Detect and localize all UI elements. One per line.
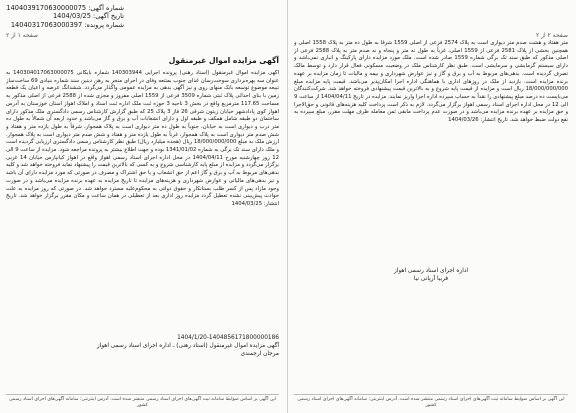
- page-footer: [6, 394, 279, 409]
- page-number: صفحه ۲ از ۲: [536, 32, 568, 39]
- reference-line: 1404/1/20-1404856171800000186: [177, 335, 279, 341]
- notice-signature-block: [294, 267, 568, 283]
- footer-divider: [6, 394, 279, 395]
- footer-divider: [294, 394, 568, 395]
- page-footer: [294, 394, 568, 409]
- issuing-office: اداره اجرای اسناد رسمی اهواز: [393, 268, 469, 274]
- notice-date: تاریخ آگهی: 1404/03/25: [52, 12, 124, 21]
- notice-page-2: [288, 0, 576, 413]
- notice-body: متر هفتاد و هشت صدم متر دیواری است به پلاک 2574 فرعی از اصلی 1559 شرقاً به طول ده متر به پلاک 1558 اصلی و همچنین بخشی از پلاک 2581 فرعی از 1559 اصلی، غرباً به طول نه متر و پنجاه و نه صدم متر به پلاک 2588 فرعی از اصلی مذکور که طبق سند تک برگی شماره 1559 صادر شده است. ملک مورد مزایده دارای پارکینگ و انباری نمی‌باشد و دارای سیستم گرمایشی و سرمایشی است. طبق نظر کارشناس ملک در وضعیت مسکونی فعال قرار دارد و توسط مالک تصرف گردیده است. بدهی‌های مربوط به آب و برق و گاز و نیز عوارض شهرداری و بیمه و مالیات تا زمان مزایده بر عهده برنده مزایده است. بازدید از ملک در روزهای اداری با هماهنگی اداره اجرا امکان‌پذیر می‌باشد. قیمت پایه مزایده مبلغ 18/000/000/000 ریال است و مزایده از قیمت پایه شروع و به بالاترین قیمت پیشنهادی فروخته خواهد شد. شرکت‌کنندگان می‌بایست ده درصد مبلغ پیشنهادی را نقداً به حساب سپرده اداره اجرا واریز نمایند. مزایده در تاریخ 1404/04/11 از ساعت 9 الی 12 در محل اداره اجرای اسناد رسمی اهواز برگزار می‌گردد. لازم به ذکر است پرداخت کلیه هزینه‌های قانونی و حق‌الاجرا و حق مزایده بر عهده برنده مزایده می‌باشد و در صورت عدم پرداخت مابقی ثمن معامله ظرف مهلت مقرر، مبلغ سپرده به نفع دولت ضبط خواهد شد. تاریخ انتشار: 1404/03/26: [294, 40, 568, 124]
- notice-title: آگهی مزایده اموال غیرمنقول: [168, 56, 279, 65]
- file-number: شماره پرونده: 14040317063000397: [10, 20, 124, 29]
- notice-signature-block: [6, 334, 279, 358]
- footer-text: این آگهی بر اساس ضوابط سامانه ثبت آگهی‌های اجرای اسناد رسمی منتشر شده است. آدرس اینترنتی: سامانه آگهی‌های اجرای اسناد رسمی کشور: [297, 397, 565, 408]
- signatory-name: فربیا آریانی نیا: [413, 276, 449, 282]
- notice-metadata: [6, 4, 124, 29]
- notice-code: شماره آگهی: 1404039170630000075: [6, 4, 124, 12]
- notice-body: آگهی مزایده اموال غیرمنقول (اسناد رهنی) پرونده اجرایی 140303944 شماره بایگانی 140304017063000075 به عنوان سه بهره‌برداری سوخت‌رسان غذای جنوب بمتنعه وفای در اجرای منجر به رهن دینین سند شماره بنیادی 69 ساخت‌ساز تبیعه موضوع توسعه بانک منهای روی و نیز آگهی بدهی به مزایده عمومی واگذار می‌گردد. ششدانگ عرصه و اعیان یک قطعه زمین با بنای احداثی پلاک ثبتی شماره 3509 فرعی از 1559 اصلی مفروز و مجزی شده از 2588 فرعی از اصلی مذکور به مساحت 117.65 مترمربع واقع در بخش 3 ناحیه 3 حوزه ثبت ملک اداره ثبت اسناد و املاک اهواز استان خوزستان به آدرس اهواز کوی پادادشهر خیابان زیتون شرقی 26 فاز 3 پلاک 25 که طبق گزارش کارشناس رسمی دادگستری ملک مذکور دارای ساختمان دو طبقه شامل همکف و طبقه اول و دارای انشعابات آب و برق و گاز می‌باشد و حدود اربعه آن شمالاً به طول ده متر درب و دیواری است به خیابان، جنوباً به طول ده متر دیواری است به پلاک همجوار، شرقاً به طول یازده متر و هفتاد و شش صدم متر دیواری است به پلاک همجوار، غرباً به طول یازده متر و هفتاد و شش صدم متر دیواری است به پلاک همجوار. ارزش ملک به مبلغ 18/000/000/000 ریال (هجده میلیارد ریال) طبق نظر کارشناس رسمی دادگستری ارزیابی گردیده است و ملک دارای سند تک برگی به شماره 1341/01/02 بوده و جهت اطلاع بیشتر به پرونده مراجعه شود. مزایده از ساعت 9 الی 12 روز چهارشنبه مورخ 1404/04/11 در محل اداره اجرای اسناد رسمی اهواز واقع در اهواز کیانپارس خیابان 14 غربی برگزار می‌گردد و مزایده از مبلغ پایه کارشناسی شروع و به کسی که بالاترین قیمت را پیشنهاد نماید فروخته خواهد شد و کلیه بدهی‌های مربوط به آب و برق و گاز اعم از حق انشعاب و یا حق اشتراک و مصرف در صورتی که مورد مزایده دارای آن باشد و نیز بدهی‌های مالیاتی و عوارض شهرداری و هزینه‌های مزایده تا تاریخ مزایده به عهده برنده مزایده می‌باشد و در صورت وجود مازاد پس از کسر طلب بستانکار و حقوق دولتی به محکوم‌علیه مسترد خواهد شد. در صورتی که روز مزایده به علت حوادث پیش‌بینی نشده تعطیل گردد مزایده روز اداری بعد از تعطیلی در همان ساعت و مکان مقرر برگزار خواهد شد. تاریخ انتشار: 1404/03/25: [6, 70, 279, 207]
- page-number: صفحه ۱ از ۲: [6, 32, 38, 39]
- signatory-name: مرجان ارجمندی: [240, 351, 279, 357]
- notice-line: آگهی مزایده اموال غیرمنقول (اسناد رهنی) ـ اداره اجرای اسناد رسمی اهواز: [96, 343, 279, 349]
- footer-text: این آگهی بر اساس ضوابط سامانه ثبت آگهی‌های اجرای اسناد رسمی منتشر شده است. آدرس اینترنتی: سامانه آگهی‌های اجرای اسناد رسمی کشور: [8, 397, 277, 408]
